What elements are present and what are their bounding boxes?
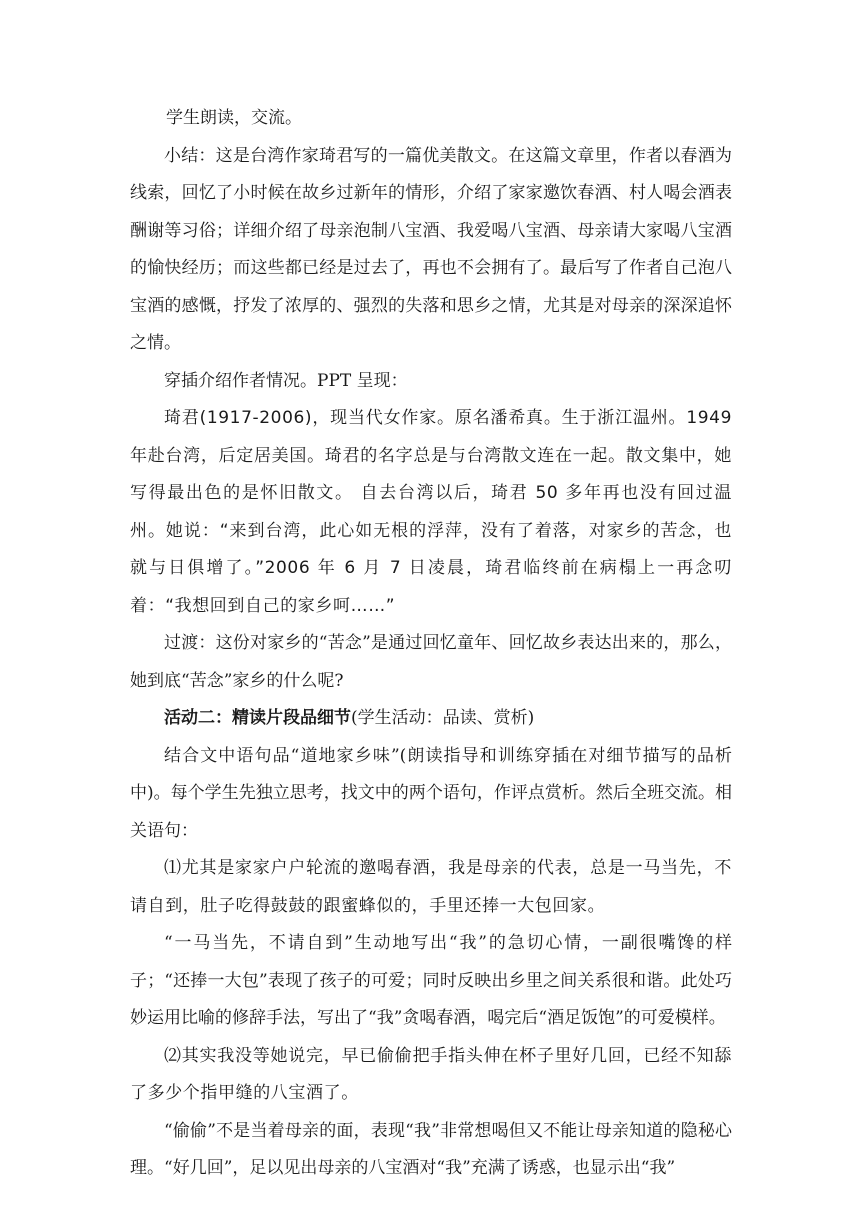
quote-sentence-1: ⑴尤其是家家户户轮流的邀喝春酒，我是母亲的代表，总是一马当先，不请自到，肚子吃得鼓鼓的跟蜜蜂似的，手里还捧一大包回家。 — [130, 858, 732, 916]
paragraph-author-intro-note: 穿插介绍作者情况。PPT 呈现： — [164, 370, 408, 391]
activity-two-note: (学生活动：品读、赏析) — [351, 708, 535, 728]
paragraph-transition: 过渡：这份对家乡的“苦念”是通过回忆童年、回忆故乡表达出来的，那么，她到底“苦念”家乡的什么呢? — [130, 633, 732, 691]
analysis-sentence-1: “一马当先，不请自到”生动地写出“我”的急切心情，一副很嘴馋的样子；“还捧一大包”表现了孩子的可爱；同时反映出乡里之间关系很和谐。此处巧妙运用比喻的修辞手法，写出了“我”贪喝春酒，喝完后“酒足饭饱”的可爱模样。 — [130, 933, 732, 1028]
paragraph-instructions: 结合文中语句品“道地家乡味”(朗读指导和训练穿插在对细节描写的品析中)。每个学生先独立思考，找文中的两个语句，作评点赏析。然后全班交流。相关语句： — [130, 745, 732, 841]
quote-sentence-2: ⑵其实我没等她说完，早已偷偷把手指头伸在杯子里好几回，已经不知舔了多少个指甲缝的八宝酒了。 — [130, 1045, 732, 1103]
document-body — [130, 100, 732, 1188]
paragraph-summary: 小结：这是台湾作家琦君写的一篇优美散文。在这篇文章里，作者以春酒为线索，回忆了小时候在故乡过新年的情形，介绍了家家邀饮春酒、村人喝会酒表酬谢等习俗；详细介绍了母亲泡制八宝酒、我爱喝八宝酒、母亲请大家喝八宝酒的愉快经历；而这些都已经是过去了，再也不会拥有了。最后写了作者自己泡八宝酒的感慨，抒发了浓厚的、强烈的失落和思乡之情，尤其是对母亲的深深追怀之情。 — [130, 145, 732, 353]
analysis-sentence-2: “偷偷”不是当着母亲的面，表现“我”非常想喝但又不能让母亲知道的隐秘心理。“好几回”，足以见出母亲的八宝酒对“我”充满了诱惑，也显示出“我” — [130, 1120, 732, 1178]
paragraph-activity-two — [130, 700, 732, 738]
paragraph-student-reading: 学生朗读，交流。 — [166, 108, 302, 128]
paragraph-author-bio: 琦君(1917-2006)，现当代女作家。原名潘希真。生于浙江温州。1949 年赴台湾，后定居美国。琦君的名字总是与台湾散文连在一起。散文集中，她写得最出色的是怀旧散文。 自去台湾以后，琦君 50 多年再也没有回过温州。她说：“来到台湾，此心如无根的浮萍，没有了着落，对家乡的苦念，也就与日俱增了。”2006 年 6 月 7 日凌晨，琦君临终前在病榻上一再念叨着：“我想回到自己的家乡呵……” — [130, 408, 732, 616]
activity-two-heading: 活动二：精读片段品细节 — [164, 708, 351, 728]
